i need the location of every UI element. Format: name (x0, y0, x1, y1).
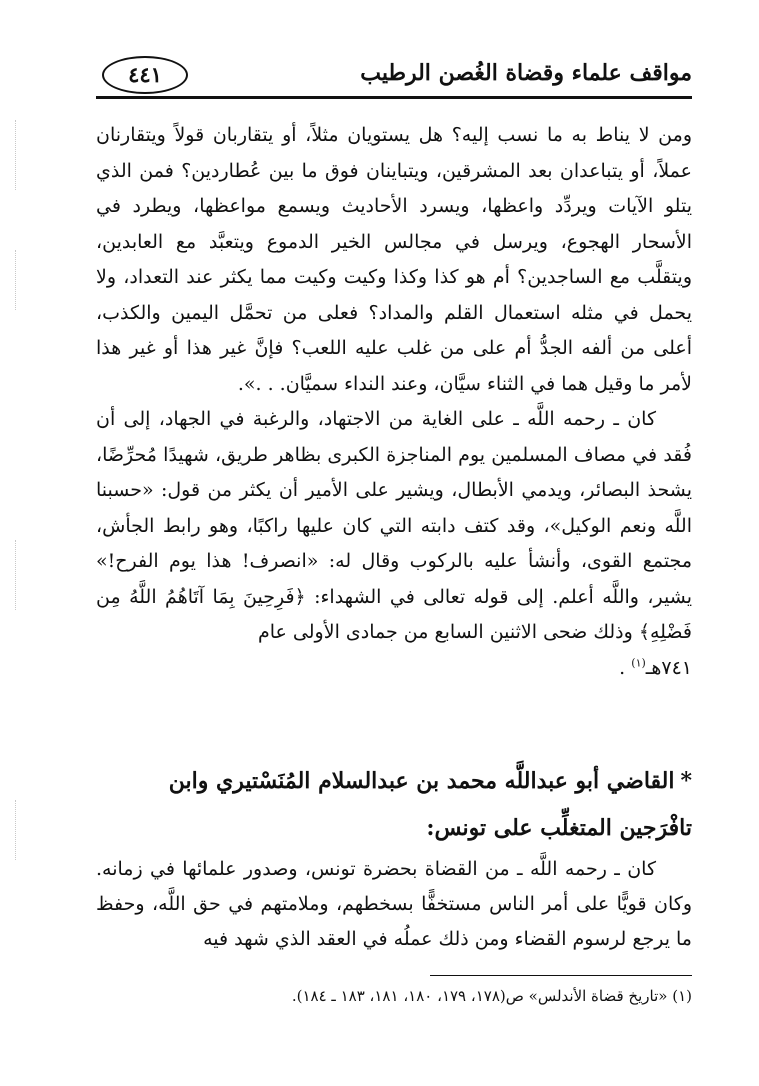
paragraph: كان ـ رحمه اللَّه ـ من القضاة بحضرة تونس، وصدور علمائها في زمانه. وكان قويًّا على أمر الناس مستخفًّا بسخطهم، وملامتهم في حق اللَّه، وحفظ ما يرجع لرسوم القضاء ومن ذلك عملُه في العقد الذي شهد فيه (96, 858, 692, 950)
margin-mark (15, 250, 16, 310)
header-rule (96, 96, 692, 99)
date-text: ٧٤١هـ (645, 656, 692, 679)
page-number: ٤٤١ (102, 56, 188, 94)
margin-mark (15, 800, 16, 860)
running-title: مواقف علماء وقضاة الغُصن الرطيب (360, 60, 692, 86)
page-header (96, 50, 692, 110)
margin-mark (15, 120, 16, 190)
main-text (96, 852, 692, 957)
main-text (96, 118, 692, 686)
section-heading-text: القاضي أبو عبداللَّه محمد بن عبدالسلام المُنَسْتيري وابن تافْرَجين المتغلِّب على تونس: (168, 768, 692, 841)
paragraph: ومن لا يناط به ما نسب إليه؟ هل يستويان مثلاً، أو يتقاربان قولاً ويتقارنان عملاً، أو يتباعدان بعد المشرقين، ويتباينان فوق ما بين عُطاردين؟ فمن الذي يتلو الآيات ويردِّد واعظها، ويسرد الأحاديث ويسمع مواعظها، ويطرد في الأسحار الهجوع، ويرسل في مجالس الخير الدموع ويتعبَّد مع العابدين، ويتقلَّب مع الساجدين؟ أم هو كذا وكذا وكيت وكيت مما يكثر عند التعداد، ولا يحمل في مثله استعمال القلم والمداد؟ فعلى من تحمَّل اليمين والكذب، أعلى من ألفه الجدُّ أم على من غلب عليه اللعب؟ فإنَّ غير هذا أو غير هذا لأمر ما وقيل هما في الثناء سيَّان، وعند النداء سميَّان. . .». (96, 124, 692, 395)
date-line (96, 651, 692, 687)
star-icon: * (680, 768, 692, 794)
paragraph: كان ـ رحمه اللَّه ـ على الغاية من الاجتهاد، والرغبة في الجهاد، إلى أن فُقد في مصاف المسلمين يوم المناجزة الكبرى بظاهر طريق، شهيدًا مُحرِّضًا، يشحذ البصائر، ويدمي الأبطال، ويشير على الأمير أن يكثر من قول: «حسبنا اللَّه ونعم الوكيل»، وقد كتف دابته التي كان عليها راكبًا، وهو رابط الجأش، مجتمع القوى، وأنشأ عليه بالركوب وقال له: «انصرف! هذا يوم الفرح!» يشير، واللَّه أعلم. إلى قوله تعالى في الشهداء: ﴿فَرِحِينَ بِمَا آتَاهُمُ اللَّهُ مِن فَضْلِهِ﴾ وذلك ضحى الاثنين السابع من جمادى الأولى عام (96, 408, 692, 643)
footnote: (١) «تاريخ قضاة الأندلس» ص(١٧٨، ١٧٩، ١٨٠، ١٨١، ١٨٣ ـ ١٨٤). (291, 987, 692, 1005)
footnote-reference: (١) (631, 656, 646, 670)
footnote-rule (430, 975, 692, 976)
punctuation: . (619, 656, 632, 679)
section-heading (96, 758, 692, 852)
margin-mark (15, 540, 16, 610)
